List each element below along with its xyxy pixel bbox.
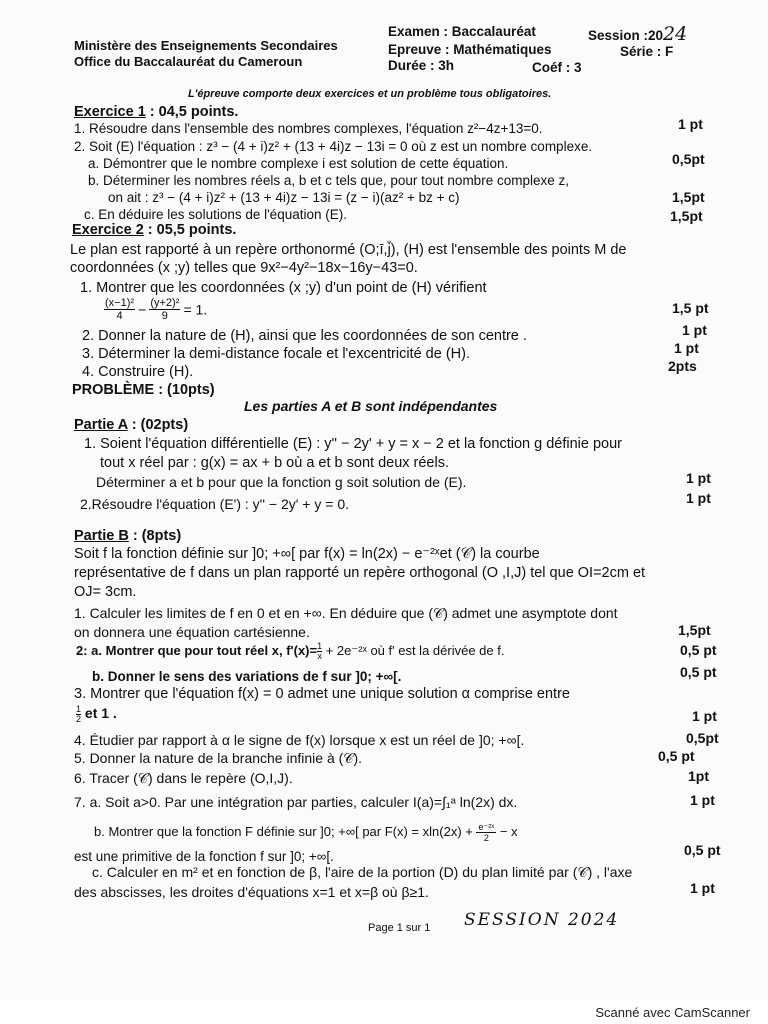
partB-title: Partie B xyxy=(74,528,129,544)
ex1-q2c-points: 1,5pt xyxy=(670,208,703,224)
partB-q7c-line2: des abscisses, les droites d'équations x=1 et x=β où β≥1. xyxy=(74,884,429,900)
ex1-q1: 1. Résoudre dans l'ensemble des nombres complexes, l'équation z²−4z+13=0. xyxy=(74,121,543,136)
partB-q7b-den: 2 xyxy=(483,833,489,844)
ex2-q1-points: 1,5 pt xyxy=(672,300,709,316)
partB-q5-points: 0,5 pt xyxy=(658,748,695,764)
ministry-label: Ministère des Enseignements Secondaires xyxy=(74,38,338,53)
partB-q7b xyxy=(94,822,518,843)
partB-q1-points: 1,5pt xyxy=(678,622,711,638)
partA-q1-line2: tout x réel par : g(x) = ax + b où a et b sont deux réels. xyxy=(100,455,449,471)
ex2-equation xyxy=(104,297,207,322)
ex2-frac2-num: (y+2)² xyxy=(150,297,180,309)
session-label xyxy=(588,23,688,45)
partA-heading xyxy=(74,417,188,434)
exercise2-points: : 05,5 points. xyxy=(143,222,237,238)
partA-q1-points: 1 pt xyxy=(686,470,711,486)
session-handwritten: 24 xyxy=(663,23,688,45)
partB-q2a-pre: 2: a. Montrer que pour tout réel x, f'(x)= xyxy=(76,643,318,658)
partB-q2a-post: + 2e⁻²ˣ où f' est la dérivée de f. xyxy=(322,643,505,658)
partB-q2a-den: x xyxy=(317,651,322,662)
camscanner-watermark: Scanné avec CamScanner xyxy=(595,1005,750,1020)
ex1-q2b-eq: on ait : z³ − (4 + i)z² + (13 + 4i)z − 13i = (z − i)(az² + bz + c) xyxy=(108,190,460,205)
ex1-q2b: b. Déterminer les nombres réels a, b et c tels que, pour tout nombre complexe z, xyxy=(88,173,569,188)
probleme-points: : (10pts) xyxy=(154,382,215,398)
partB-q5: 5. Donner la nature de la branche infinie à (𝒞). xyxy=(74,750,363,766)
epreuve-label: Epreuve : Mathématiques xyxy=(388,42,552,57)
ex2-eq-end: = 1. xyxy=(183,301,208,318)
exercise1-heading xyxy=(74,104,238,121)
partB-q7b-pre: b. Montrer que la fonction F définie sur ]0; +∞[ par F(x) = xln(2x) + xyxy=(94,824,473,839)
exercise1-points: : 04,5 points. xyxy=(145,104,239,120)
partB-q7a-points: 1 pt xyxy=(690,792,715,808)
partB-line1: Soit f la fonction définie sur ]0; +∞[ par f(x) = ln(2x) − e⁻²ˣet (𝒞) la courbe xyxy=(74,546,540,562)
partB-q3-points: 1 pt xyxy=(692,708,717,724)
partB-q2a xyxy=(76,642,504,661)
ex2-frac2 xyxy=(149,297,180,322)
duree-label: Durée : 3h xyxy=(388,58,455,73)
partB-q1: 1. Calculer les limites de f en 0 et en +∞. En déduire que (𝒞) admet une asymptote dont xyxy=(74,605,618,621)
partB-q2b: b. Donner le sens des variations de f sur ]0; +∞[. xyxy=(92,669,402,684)
partB-q1-line2: on donnera une équation cartésienne. xyxy=(74,624,310,640)
ex2-q4: 4. Construire (H). xyxy=(82,364,194,380)
partB-q6: 6. Tracer (𝒞) dans le repère (O,I,J). xyxy=(74,770,293,786)
partB-q4: 4. Étudier par rapport à α le signe de f(x) lorsque x est un réel de ]0; +∞[. xyxy=(74,732,525,748)
partB-q7a: 7. a. Soit a>0. Par une intégration par parties, calculer I(a)=∫₁ᵃ ln(2x) dx. xyxy=(74,794,518,810)
partB-q2a-num: 1 xyxy=(317,641,323,652)
session-handwritten-footer: SESSION 2024 xyxy=(464,910,620,930)
exercise2-title: Exercice 2 xyxy=(72,222,144,238)
ex2-frac1-num: (x−1)² xyxy=(105,297,135,309)
probleme-heading xyxy=(72,382,215,399)
ex2-frac2-den: 9 xyxy=(161,310,168,322)
partB-q7b-line2: est une primitive de la fonction f sur ]0; +∞[. xyxy=(74,849,334,864)
partB-q7b-frac xyxy=(476,822,496,843)
probleme-independent: Les parties A et B sont indépendantes xyxy=(244,398,498,414)
partB-line2: représentative de f dans un plan rapporté un repère orthogonal (O ,I,J) tel que OI=2cm et xyxy=(74,565,646,581)
ex1-q2a: a. Démontrer que le nombre complexe i est solution de cette équation. xyxy=(88,156,509,171)
partB-q3-line2 xyxy=(76,704,117,724)
partB-points: : (8pts) xyxy=(128,528,182,544)
partB-q2a-points: 0,5 pt xyxy=(680,642,717,658)
ex2-line2: coordonnées (x ;y) telles que 9x²−4y²−18x−16y−43=0. xyxy=(70,260,418,276)
ex2-line1: Le plan est rapporté à un repère orthonormé (O;ī,j̄), (H) est l'ensemble des points M de xyxy=(70,242,627,258)
partA-q1: 1. Soient l'équation différentielle (E) : y'' − 2y' + y = x − 2 et la fonction g définie pour xyxy=(84,436,622,452)
exercise1-title: Exercice 1 xyxy=(74,104,146,120)
ex2-q2: 2. Donner la nature de (H), ainsi que les coordonnées de son centre . xyxy=(82,328,527,344)
ex2-frac1 xyxy=(104,297,135,322)
ex1-q2: 2. Soit (E) l'équation : z³ − (4 + i)z² + (13 + 4i)z − 13i = 0 où z est un nombre complexe. xyxy=(74,139,593,154)
partB-q3-num: 1 xyxy=(76,703,82,714)
partA-q2: 2.Résoudre l'équation (E') : y'' − 2y' + y = 0. xyxy=(80,496,350,512)
ex1-q2a-points: 0,5pt xyxy=(672,151,705,167)
partB-q2b-points: 0,5 pt xyxy=(680,664,717,680)
partB-q6-points: 1pt xyxy=(688,768,709,784)
intro-text: L'épreuve comporte deux exercices et un problème tous obligatoires. xyxy=(188,88,552,100)
partA-points: : (02pts) xyxy=(127,417,189,433)
exam-label: Examen : Baccalauréat xyxy=(388,24,536,39)
ex1-q2c: c. En déduire les solutions de l'équation (E). xyxy=(84,207,347,222)
exercise2-heading xyxy=(72,222,236,239)
ex2-frac1-den: 4 xyxy=(116,310,123,322)
partA-title: Partie A xyxy=(74,417,128,433)
ex2-q4-points: 2pts xyxy=(668,358,697,374)
ex2-q3-points: 1 pt xyxy=(674,340,699,356)
partB-q7b-post: − x xyxy=(499,824,518,839)
ex2-q2-points: 1 pt xyxy=(682,322,707,338)
partB-line3: OJ= 3cm. xyxy=(74,584,137,600)
partA-q1-line3: Déterminer a et b pour que la fonction g soit solution de (E). xyxy=(96,474,467,490)
partB-heading xyxy=(74,528,181,545)
page-number: Page 1 sur 1 xyxy=(368,922,431,934)
coef-label: Coéf : 3 xyxy=(532,60,582,75)
partB-q7b-num: e⁻²ˣ xyxy=(478,822,495,833)
office-label: Office du Baccalauréat du Cameroun xyxy=(74,54,303,69)
partB-q4-points: 0,5pt xyxy=(686,730,719,746)
serie-label: Série : F xyxy=(620,44,674,59)
partB-q3: 3. Montrer que l'équation f(x) = 0 admet une unique solution α comprise entre xyxy=(74,686,570,702)
ex2-q1: 1. Montrer que les coordonnées (x ;y) d'un point de (H) vérifient xyxy=(80,280,487,296)
ex2-q3: 3. Déterminer la demi-distance focale et l'excentricité de (H). xyxy=(82,346,470,362)
ex2-minus: − xyxy=(138,301,147,318)
partB-q7c: c. Calculer en m² et en fonction de β, l'aire de la portion (D) du plan limité par (𝒞) , l'axe xyxy=(92,864,633,880)
partB-q3-post: et 1 . xyxy=(81,705,117,721)
partB-q7b-points: 0,5 pt xyxy=(684,842,721,858)
ex1-q2b-points: 1,5pt xyxy=(672,189,705,205)
partA-q2-points: 1 pt xyxy=(686,490,711,506)
session-print: Session :20 xyxy=(588,28,664,43)
probleme-title: PROBLÈME xyxy=(72,382,155,398)
partB-q3-den: 2 xyxy=(76,713,82,724)
partB-q7c-points: 1 pt xyxy=(690,880,715,896)
ex1-q1-points: 1 pt xyxy=(678,116,703,132)
